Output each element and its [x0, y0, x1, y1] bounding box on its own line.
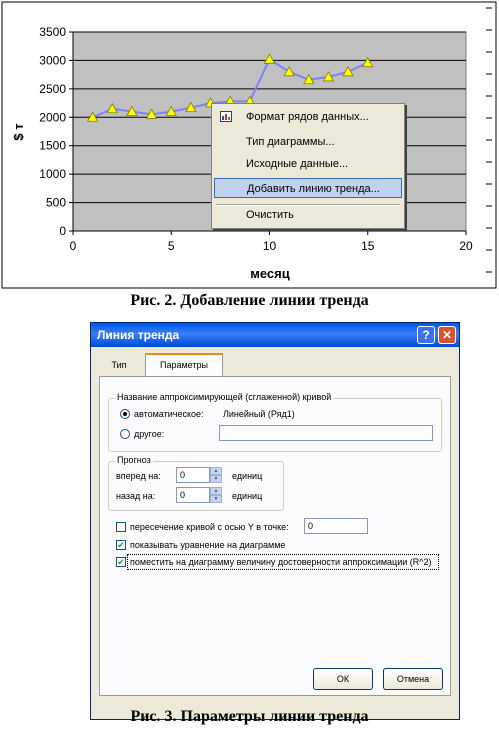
- menu-item-label: Тип диаграммы...: [246, 136, 335, 148]
- y-tick-label: 3000: [39, 53, 66, 68]
- check-icon: ✔: [117, 540, 125, 550]
- context-menu: [211, 103, 405, 229]
- forecast-back-unit: единиц: [232, 491, 263, 501]
- check-icon: ✔: [117, 557, 125, 567]
- menu-item-label: Исходные данные...: [246, 158, 349, 170]
- cancel-button[interactable]: Отмена: [383, 668, 443, 690]
- x-axis-label: месяц: [250, 266, 290, 281]
- forecast-back-spinner[interactable]: [210, 487, 222, 503]
- custom-name-input[interactable]: [219, 425, 433, 441]
- help-button[interactable]: [417, 326, 435, 344]
- intercept-checkbox[interactable]: [116, 522, 126, 532]
- help-icon: ?: [422, 328, 430, 342]
- y-tick-label: 500: [45, 195, 66, 210]
- intercept-input[interactable]: 0: [304, 518, 368, 534]
- forecast-forward-input[interactable]: 0: [176, 467, 210, 483]
- ok-button[interactable]: ОК: [313, 668, 373, 690]
- forecast-forward-spinner[interactable]: [210, 467, 222, 483]
- auto-name-label: автоматическое:: [134, 409, 204, 419]
- spin-up-icon[interactable]: ▲: [210, 467, 222, 475]
- caption-figure-2: Рис. 2. Добавление линии тренда: [130, 292, 369, 309]
- close-icon: ✕: [441, 328, 453, 342]
- x-tick-label: 15: [361, 239, 375, 253]
- show-r2-label: поместить на диаграмму величину достоверности аппроксимации (R^2): [130, 557, 432, 567]
- caption-figure-3: Рис. 3. Параметры линии тренда: [130, 708, 369, 725]
- show-equation-checkbox[interactable]: [116, 540, 126, 550]
- y-axis-label: $ т: [11, 123, 26, 141]
- menu-item-add-trendline[interactable]: [214, 178, 402, 198]
- menu-item-format-series[interactable]: [214, 107, 402, 127]
- menu-item-label: Формат рядов данных...: [246, 111, 369, 123]
- custom-name-label: другое:: [134, 429, 165, 439]
- close-button[interactable]: [438, 326, 456, 344]
- tab-type[interactable]: Тип: [111, 360, 127, 370]
- custom-name-radio[interactable]: [120, 429, 130, 439]
- y-tick-label: 1000: [39, 167, 66, 182]
- auto-name-value: Линейный (Ряд1): [223, 409, 295, 419]
- forecast-group-title: Прогноз: [117, 455, 151, 465]
- name-group-title: Название аппроксимирующей (сглаженной) кривой: [117, 392, 332, 402]
- menu-item-label: Очистить: [246, 209, 294, 221]
- y-tick-label: 3500: [39, 25, 66, 39]
- y-tick-label: 0: [59, 224, 66, 238]
- tab-parameters[interactable]: Параметры: [145, 353, 223, 377]
- dialog-title-bar: [91, 323, 459, 347]
- forecast-forward-unit: единиц: [232, 471, 263, 481]
- y-tick-label: 2000: [39, 110, 66, 125]
- spin-up-icon[interactable]: ▲: [210, 487, 222, 495]
- intercept-label: пересечение кривой с осью Y в точке:: [130, 522, 289, 532]
- forecast-forward-label: вперед на:: [116, 471, 161, 481]
- format-series-icon: [220, 111, 232, 122]
- menu-item-label: Добавить линию тренда...: [247, 183, 380, 195]
- menu-item-clear[interactable]: [214, 205, 402, 225]
- dialog-title: Линия тренда: [97, 328, 180, 342]
- spin-down-icon[interactable]: ▼: [210, 495, 222, 503]
- y-tick-label: 1500: [39, 138, 66, 153]
- menu-item-source-data[interactable]: [214, 154, 402, 174]
- spin-down-icon[interactable]: ▼: [210, 475, 222, 483]
- show-r2-checkbox[interactable]: [116, 557, 126, 567]
- auto-name-radio[interactable]: [120, 409, 130, 419]
- y-tick-label: 2500: [39, 81, 66, 96]
- x-tick-label: 5: [167, 239, 175, 253]
- x-tick-label: 0: [69, 239, 77, 253]
- x-tick-label: 20: [459, 239, 473, 253]
- x-tick-label: 10: [262, 239, 277, 253]
- forecast-back-input[interactable]: 0: [176, 487, 210, 503]
- trendline-dialog: [90, 322, 460, 720]
- show-equation-label: показывать уравнение на диаграмме: [130, 540, 286, 550]
- menu-item-chart-type[interactable]: [214, 132, 402, 152]
- parameters-panel: [99, 376, 451, 696]
- forecast-back-label: назад на:: [116, 491, 156, 501]
